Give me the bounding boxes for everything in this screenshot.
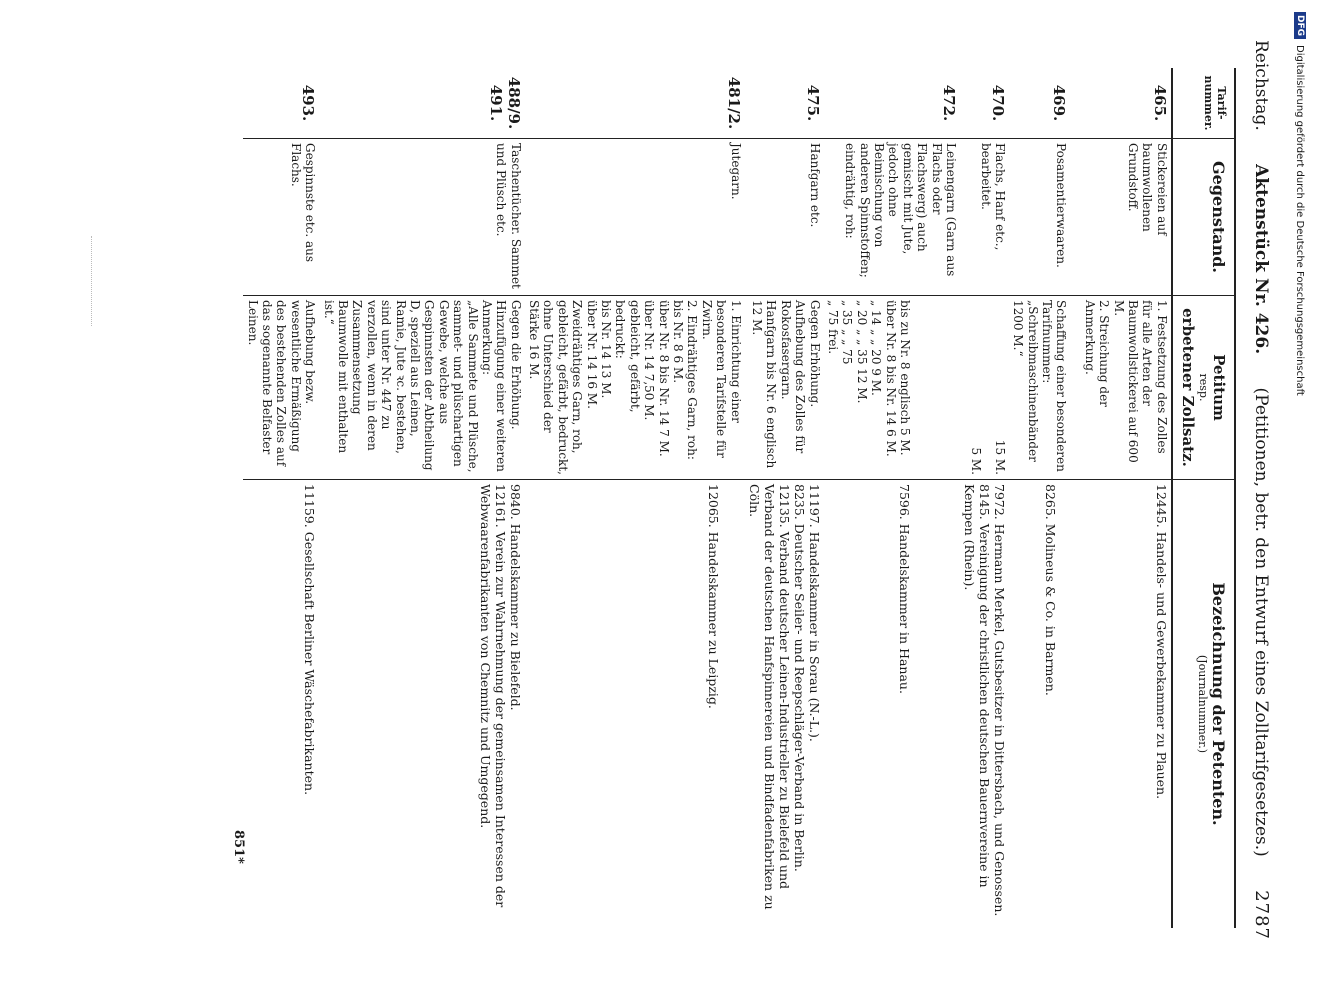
petition-line: Gegen Erhöhung. — [807, 300, 822, 408]
petition-line: Hinzufügung einer weiteren Anmerkung: — [479, 300, 509, 472]
petition-cell — [319, 296, 524, 480]
petition-line: bis zu Nr. 8 englisch 5 M. — [897, 300, 912, 456]
petitioner-entry: 7596. Handelskammer in Hanau. — [896, 484, 912, 694]
petition-line: 1. Festsetzung des Zolles für alle Arten der Baumwollstickerei auf 600 M. — [1111, 300, 1169, 463]
petition-line: Hanfgarn bis Nr. 6 englisch 12 M. — [750, 300, 779, 469]
table-row — [525, 68, 745, 928]
petitioner-entry: 12065. Handelskammer zu Leipzig. — [705, 484, 721, 709]
petitioner-cell — [824, 480, 960, 929]
document-subtitle: (Petitionen, betr. den Entwurf eines Zolltarifgesetzes.) — [1251, 387, 1271, 857]
digitization-credit — [1294, 12, 1306, 396]
petition-line: „ 14 „ „ 20 9 M. — [869, 300, 884, 396]
petition-line: „Alle Sammete und Plüsche, sammet- und plüschartigen Gewebe, welche aus Gespinnsten der Abtheilung D, speziell aus Leinen, Ramie, Jute ꝛc. bestehen, sind unter Nr. 447 zu verzollen, wenn in deren Zusammensetzung Baumwolle mit enthalten ist.“ — [321, 300, 480, 473]
petition-line: 2. Eindrähtiges Garn, roh: — [685, 300, 700, 460]
table-row — [1009, 68, 1071, 928]
petition-cell — [1070, 296, 1171, 480]
petition-line: Schaffung einer besonderen Tarifnummer: „Schreibmaschinenbänder 1200 M.“ — [1011, 300, 1069, 472]
petition-line: „ 75 frei. — [825, 300, 840, 355]
petitioner-entry: 8145. Vereinigung der christlichen deutschen Bauernvereine in Kempen (Rhein). — [961, 484, 992, 888]
petition-line: über Nr. 14 7,50 M. — [642, 300, 657, 421]
object-cell: Hanfgarn etc. — [745, 139, 824, 296]
table-row — [824, 68, 960, 928]
column-header-petitioner — [1172, 480, 1235, 929]
header-left: Reichstag. — [1251, 40, 1271, 131]
tariff-number: 469. — [1050, 84, 1069, 122]
tariff-number: 465. — [1150, 84, 1169, 122]
column-header-petition — [1172, 296, 1235, 480]
tariff-number: 488/9. 491. — [486, 76, 523, 130]
petitioner-entry: 9840. Handelskammer zu Bielefeld. — [507, 484, 523, 711]
table-row — [1070, 68, 1171, 928]
object-cell: Leinengarn (Garn aus Flachs oder Flachswerg) auch gemischt mit Jute, jedoch ohne Beimischung von anderen Spinnstoffen; eindrähtig, roh: — [824, 139, 960, 296]
object-cell: Taschentücher. Sammet und Plüsch etc. — [319, 139, 524, 296]
petition-cell — [824, 296, 960, 480]
petitioner-entry: 7972. Hermann Merkel, Gutsbesitzer in Dittersbach, und Genossen. — [991, 484, 1007, 917]
sheet-signature: 851* — [231, 830, 246, 864]
petition-line: gebleicht, gefärbt, bedruckt: — [613, 300, 642, 413]
petitioner-header-title: Bezeichnung der Petenten. — [1209, 582, 1228, 826]
petitioner-cell — [525, 480, 745, 929]
table-row — [745, 68, 824, 928]
petition-line: Aufhebung des Zolles für Rokosfasergarn. — [778, 300, 808, 454]
document-title: Aktenstück Nr. 426. — [1251, 164, 1271, 355]
petition-line: über Nr. 8 bis Nr. 14 7 M. — [656, 300, 671, 457]
petition-line: bis Nr. 8 6 M. — [671, 300, 685, 384]
petition-line: bis Nr. 14 13 M. — [599, 300, 614, 399]
petition-line: 1. Einrichtung einer besonderen Tarifstelle für Zwirn. — [699, 300, 743, 458]
petition-line: „ 20 „ „ 35 12 M. — [854, 300, 869, 404]
petition-cell — [525, 296, 745, 480]
petition-line: 2. Streichung der Anmerkung. — [1082, 300, 1112, 407]
petitions-table — [243, 68, 1236, 928]
petitioner-cell — [745, 480, 824, 929]
petitioner-entry: 8235. Deutscher Seiler- und Reepschläger-Verband in Berlin. — [791, 484, 807, 872]
petition-line: Zweidrähtiges Garn, roh, gebleicht, gefärbt, bedruckt, ohne Unterschied der Stärke 16 M. — [527, 300, 585, 475]
tariff-number: 475. — [803, 84, 822, 122]
object-cell: Posamentierwaaren. — [1009, 139, 1071, 296]
petition-line: über Nr. 8 bis Nr. 14 6 M. — [883, 300, 898, 457]
petitioner-cell — [1070, 480, 1171, 929]
petitioner-entry: 12161. Verein zur Wahrnehmung der gemeinsamen Interessen der Webwaarenfabrikanten von Chemnitz und Umgegend. — [477, 484, 508, 908]
tariff-number: 493. — [299, 84, 318, 122]
tariff-number: 472. — [939, 84, 958, 122]
petitioner-entry: 11197. Handelskammer in Sorau (N.-L.). — [806, 484, 822, 742]
petitioner-cell — [319, 480, 524, 929]
table-row — [243, 68, 319, 928]
page-header — [1251, 40, 1272, 940]
petition-cell — [1009, 296, 1071, 480]
petition-line: über Nr. 14 16 M. — [584, 300, 599, 409]
petitioner-header-sub: (Journalnummer.) — [1195, 654, 1209, 754]
petition-header-line-2: resp. — [1197, 373, 1210, 402]
petition-header-line-3: erbetener Zollsatz. — [1178, 308, 1197, 467]
petitioner-entry: 8265. Molineus & Co. in Barmen. — [1043, 484, 1059, 696]
scan-artifact — [91, 236, 92, 326]
petitioner-cell — [243, 480, 319, 929]
table-header-row — [1172, 68, 1235, 928]
petitioner-entry: 12135. Verband deutscher Leinen-Industrieller zu Bielefeld und Verband der deutschen Hanfspinnereien und Bindfadenfabriken zu Cöln. — [746, 484, 792, 910]
column-header-object: Gegenstand. — [1172, 139, 1235, 296]
dfg-logo: DFG — [1294, 12, 1306, 39]
petition-cell — [243, 296, 319, 480]
petition-cell — [745, 296, 824, 480]
object-cell: Gespinnste etc. aus Flachs. — [243, 139, 319, 296]
column-header-tariff-number: Tarif-nummer. — [1172, 68, 1235, 139]
object-cell: Jutegarn. — [525, 139, 745, 296]
petition-header-line-1: Petitum — [1210, 354, 1228, 421]
page-number: 2787 — [1251, 890, 1272, 940]
petition-line: Gegen die Erhöhung. — [508, 300, 523, 430]
object-cell: Flachs, Hanf etc., bearbeitet. — [960, 139, 1009, 296]
object-cell: Stickereien auf baumwollenen Grundstoff. — [1070, 139, 1171, 296]
petition-line: Aufhebung bezw. wesentliche Ermäßigung des bestehenden Zolles auf das sogenannte Belfaster Leinen. — [245, 300, 318, 467]
tariff-number: 481/2. — [724, 76, 743, 130]
petition-line: 5 M. — [968, 447, 983, 475]
table-row — [319, 68, 524, 928]
petition-line: 15 M. — [992, 439, 1007, 475]
table-row — [960, 68, 1009, 928]
tariff-number: 470. — [988, 84, 1007, 122]
petitioner-cell — [1009, 480, 1071, 929]
petition-cell — [960, 296, 1009, 480]
petition-line: „ 35 „ „ 75 — [840, 300, 855, 365]
credit-text: Digitalisierung gefördert durch die Deutsche Forschungsgemeinschaft — [1294, 45, 1306, 396]
petitioner-cell — [960, 480, 1009, 929]
petitioner-entry: 11159. Gesellschaft Berliner Wäschefabrikanten. — [302, 484, 318, 796]
petitioner-entry: 12445. Handels- und Gewerbekammer zu Plauen. — [1153, 484, 1169, 800]
